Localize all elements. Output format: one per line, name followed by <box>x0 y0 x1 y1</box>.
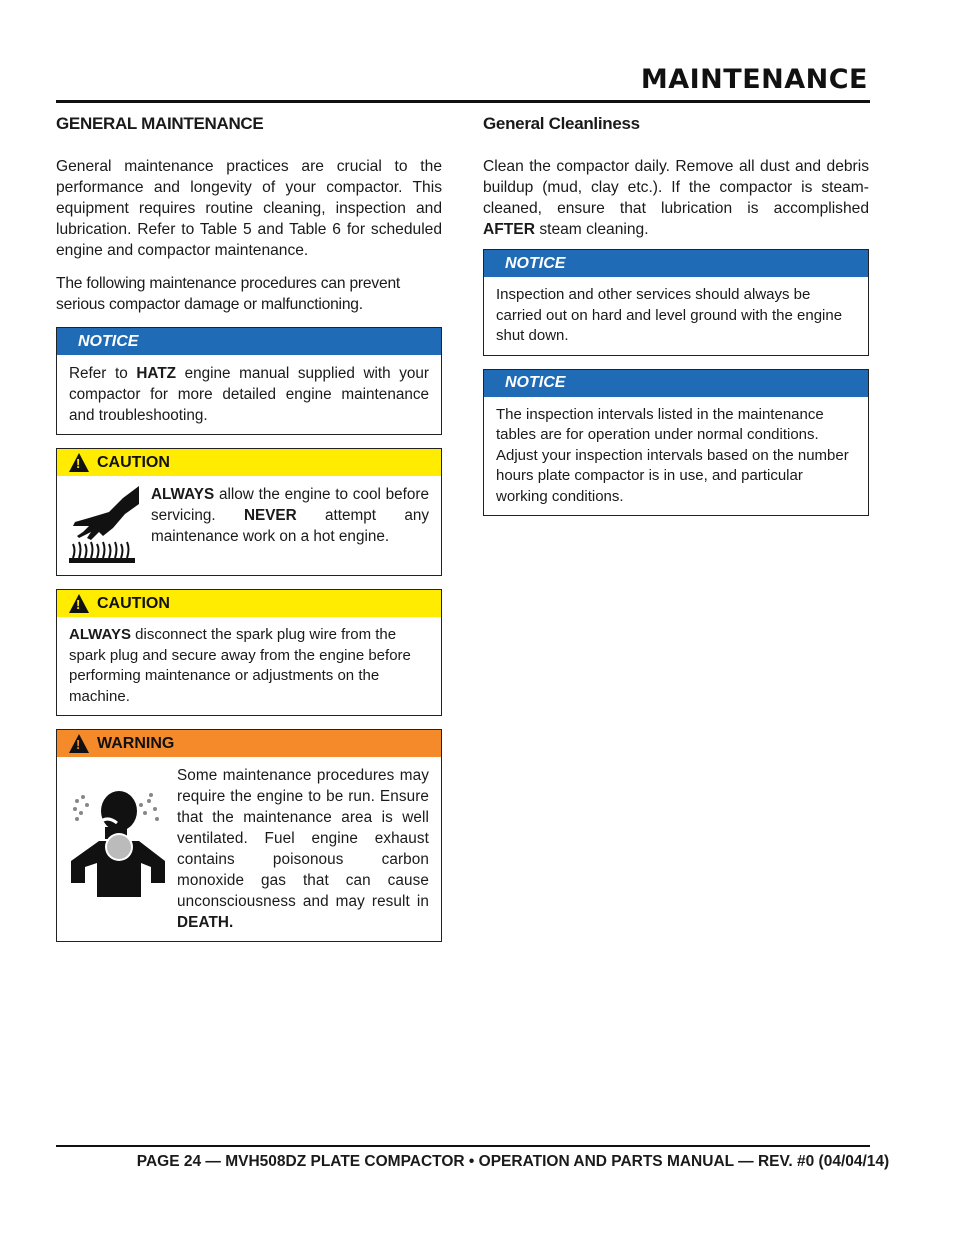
warning-triangle-icon: ! <box>69 594 89 613</box>
caution-box-spark-plug <box>56 589 442 716</box>
caution-header <box>57 449 441 476</box>
warning-triangle-icon: ! <box>69 453 89 472</box>
notice-text-post: engine manual supplied with your compactor for more detailed engine maintenance and troubleshooting. <box>69 365 430 424</box>
cleanliness-text-post: steam cleaning. <box>539 221 649 238</box>
caution-header-2 <box>57 590 441 617</box>
caution-never: NEVER <box>243 507 297 524</box>
notice-box-intervals <box>483 369 869 517</box>
caution-hot-text <box>151 484 429 569</box>
notice-text-pre: Refer to <box>69 365 128 382</box>
warning-triangle-icon: ! <box>69 734 89 753</box>
caution-always-2: ALWAYS <box>69 626 131 643</box>
warning-label: WARNING <box>97 734 175 752</box>
caution-text-3: disconnect the spark plug wire from the spark plug and secure away from the engine before performing maintenance or adjustments on the machine. <box>69 626 411 705</box>
notice-header-3: NOTICE <box>484 370 868 397</box>
cleanliness-text-pre: Clean the compactor daily. Remove all dust and debris buildup (mud, clay etc.). If the compactor is steam-cleaned, ensure that lubrication is accomplished <box>483 158 869 217</box>
notice-ground-text: Inspection and other services should always be carried out on hard and level ground with the engine shut down. <box>496 286 843 344</box>
caution-text-2: attempt any maintenance work on a hot engine. <box>151 507 430 545</box>
notice-text-bold: HATZ <box>136 365 177 382</box>
caution-label: CAUTION <box>97 453 170 471</box>
warning-death: DEATH. <box>177 914 234 931</box>
cleanliness-after: AFTER <box>483 221 535 238</box>
caution-spark-text <box>57 617 441 715</box>
toxic-gas-icon <box>69 765 177 933</box>
caution-text-1: allow the engine to cool before servicing. <box>151 486 429 524</box>
title-rule <box>56 100 870 103</box>
general-maintenance-heading: GENERAL MAINTENANCE <box>56 114 264 133</box>
warning-text-main: Some maintenance procedures may require the engine to be run. Ensure that the maintenance area is well ventilated. Fuel engine exhaust contains poisonous carbon monoxide gas that can cause unconsciousness and may result in <box>177 767 429 910</box>
cleanliness-paragraph <box>483 156 869 240</box>
notice-intervals-text: The inspection intervals listed in the maintenance tables are for operation under normal conditions. Adjust your inspection intervals based on the number hours plate compactor is in use, and particular working conditions. <box>496 405 849 505</box>
notice-header: NOTICE <box>57 328 441 355</box>
left-column <box>56 114 442 955</box>
warning-text <box>177 765 429 933</box>
notice-box-hatz <box>56 327 442 435</box>
warning-box-exhaust <box>56 729 442 942</box>
footer-rule <box>56 1145 870 1147</box>
general-cleanliness-heading: General Cleanliness <box>483 114 640 133</box>
page-footer: PAGE 24 — MVH508DZ PLATE COMPACTOR • OPERATION AND PARTS MANUAL — REV. #0 (04/04/14) <box>136 1153 890 1170</box>
caution-always: ALWAYS <box>151 486 215 503</box>
procedures-paragraph: The following maintenance procedures can prevent serious compactor damage or malfunctioning. <box>56 275 401 313</box>
hot-surface-icon <box>69 484 151 569</box>
notice-text <box>57 355 441 434</box>
page-title: MAINTENANCE <box>640 64 868 95</box>
notice-box-ground <box>483 249 869 356</box>
caution-label-2: CAUTION <box>97 594 170 612</box>
warning-header <box>57 730 441 757</box>
general-maintenance-paragraph: General maintenance practices are crucial to the performance and longevity of your compactor. This equipment requires routine cleaning, inspection and lubrication. Refer to Table 5 and Table 6 for scheduled engine and compactor maintenance. <box>56 158 442 259</box>
caution-box-hot-engine <box>56 448 442 576</box>
notice-header-2: NOTICE <box>484 250 868 277</box>
right-column <box>483 114 869 529</box>
